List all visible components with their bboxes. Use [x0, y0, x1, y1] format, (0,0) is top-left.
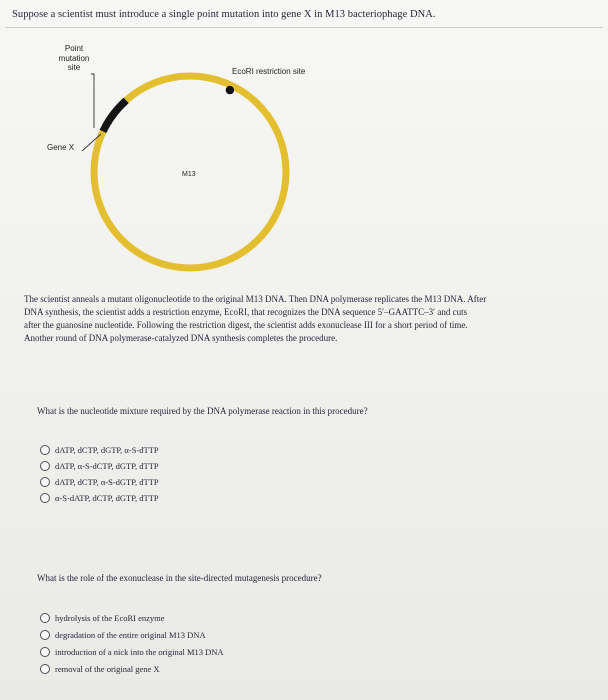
answer-option[interactable] [40, 442, 159, 458]
answer-option[interactable] [40, 458, 159, 474]
radio-button-icon[interactable] [40, 647, 50, 657]
radio-button-icon[interactable] [40, 477, 50, 487]
radio-button-icon[interactable] [40, 461, 50, 471]
ecori-label: EcoRI restriction site [232, 67, 306, 76]
answer-option-label: introduction of a nick into the original M13 DNA [55, 646, 224, 657]
point-mutation-label-line: site [67, 63, 81, 72]
question-2-text: What is the role of the exonuclease in the site-directed mutagenesis procedure? [37, 573, 322, 583]
answer-option-label: dATP, dCTP, α-S-dGTP, dTTP [55, 477, 159, 487]
procedure-description [24, 293, 596, 345]
point-mutation-label-line: Point [64, 44, 84, 53]
answer-option-label: dATP, α-S-dCTP, dGTP, dTTP [55, 461, 159, 471]
procedure-line: Another round of DNA polymerase-catalyzed DNA synthesis completes the procedure. [24, 333, 338, 343]
problem-statement: Suppose a scientist must introduce a single point mutation into gene X in M13 bacteriophage DNA. [12, 9, 436, 20]
radio-button-icon[interactable] [40, 613, 50, 623]
gene-x-label: Gene X [47, 143, 75, 152]
answer-option[interactable] [40, 643, 224, 660]
procedure-line: The scientist anneals a mutant oligonucleotide to the original M13 DNA. Then DNA polymerase replicates the M13 DNA. After [24, 294, 487, 304]
ecori-site-marker [226, 86, 234, 94]
point-mutation-label-line: mutation [58, 53, 90, 63]
procedure-line: DNA synthesis, the scientist adds a restriction enzyme, EcoRI, that recognizes the DNA sequence 5′–GAATTC–3′ and cuts [24, 307, 468, 317]
answer-option-label: hydrolysis of the EcoRI enzyme [55, 612, 165, 623]
procedure-line: after the guanosine nucleotide. Following the restriction digest, the scientist adds exonuclease III for a short period of time. [24, 320, 468, 330]
answer-option[interactable] [40, 490, 159, 506]
answer-option[interactable] [40, 660, 224, 677]
radio-button-icon[interactable] [40, 664, 50, 674]
answer-option-label: removal of the original gene X [55, 663, 160, 674]
m13-label: M13 [182, 171, 196, 178]
gene-x-segment [103, 100, 126, 131]
question-1-options [40, 442, 159, 506]
answer-option-label: dATP, dCTP, dGTP, α-S-dTTP [55, 445, 159, 455]
answer-option[interactable] [40, 609, 224, 626]
answer-option-label: degradation of the entire original M13 DNA [55, 629, 206, 640]
answer-option[interactable] [40, 474, 159, 490]
radio-button-icon[interactable] [40, 445, 50, 455]
radio-button-icon[interactable] [40, 630, 50, 640]
point-mutation-label [50, 44, 98, 73]
answer-option-label: α-S-dATP, dCTP, dGTP, dTTP [55, 493, 159, 503]
point-mutation-pointer [91, 74, 94, 128]
answer-option[interactable] [40, 626, 224, 643]
question-2-options [40, 609, 224, 677]
radio-button-icon[interactable] [40, 493, 50, 503]
question-1-text: What is the nucleotide mixture required by the DNA polymerase reaction in this procedure? [37, 406, 368, 416]
